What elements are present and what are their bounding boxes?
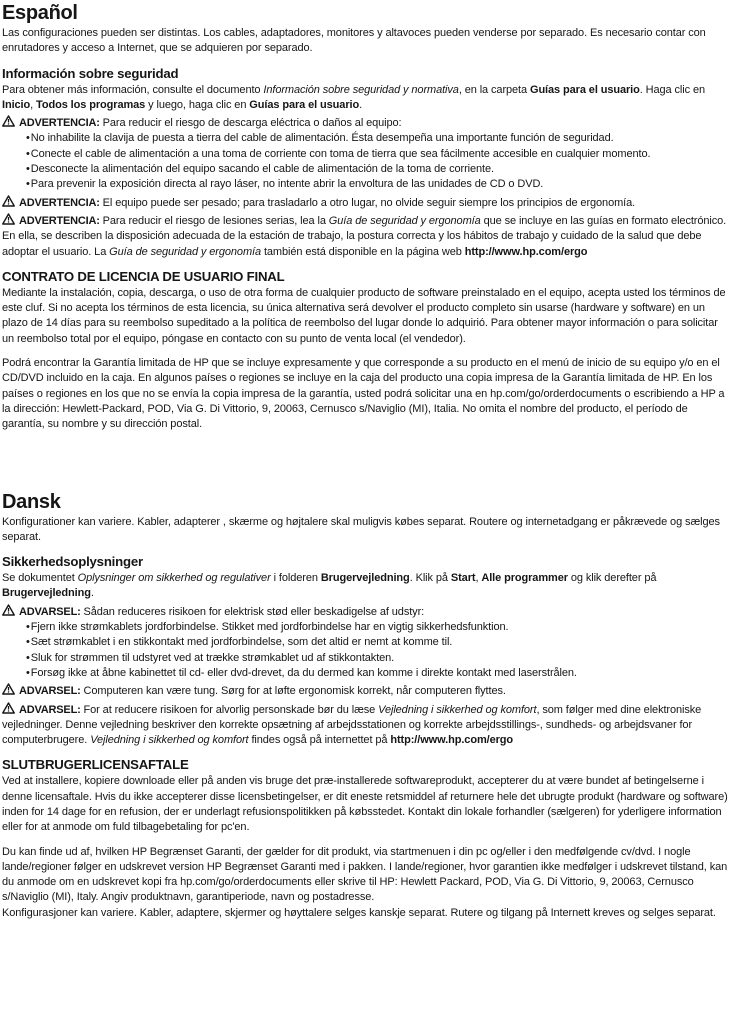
warning-text: Sådan reduceres risikoen for elektrisk stød eller beskadigelse af udstyr: — [80, 605, 425, 618]
espanol-title: Español — [2, 2, 78, 24]
espanol-warning-1 — [2, 115, 730, 131]
espanol-eula-paragraph-2: Podrá encontrar la Garantía limitada de HP que se incluye expresamente y que corresponde a su producto en el menú de inicio de su equipo y/o en el CD/DVD incluido en la caja. En algunos países o regiones se incluye en la caja del producto una copia impresa de la Garantía limitada de HP. En los países o regiones en los que no se envía la copia impresa de la garantía, usted podrá solicitar una en hp.com/go/orderdocuments o escribiendo a HP a la dirección: Hewlett-Packard, POD, Via G. Di Vittorio, 9, 20063, Cernusco s/Naviglio (MI), Italia. No omita el nombre del producto, el período de garantía, su nombre y su dirección postal. — [2, 357, 725, 431]
warning-text: For at reducere risikoen for alvorlig personskade bør du læse Vejledning i sikkerhed og komfort, som følger med dine elektroniske vejledninger. Denne vejledning beskriver den korrekte opsætning af arbejdsstationen og korrekte arbejdsstillings-, sundheds- og arbejdsvaner for computerbrugere. Vejledning i sikkerhed og komfort findes også på internettet på http://www.hp.com/ergo — [2, 703, 702, 747]
espanol-eula-heading: CONTRATO DE LICENCIA DE USUARIO FINAL — [2, 268, 285, 284]
bullet-item: • Conecte el cable de alimentación a una toma de corriente con toma de tierra que sea fácilmente accesible en cualquier momento. — [26, 147, 730, 162]
warning-label: ADVERTENCIA: — [19, 117, 100, 130]
warning-text: El equipo puede ser pesado; para trasladarlo a otro lugar, no olvide seguir siempre los principios de ergonomía. — [99, 196, 636, 209]
bullet-item: • Sæt strømkablet i en stikkontakt med jordforbindelse, som det altid er nemt at komme til. — [26, 635, 730, 650]
warning-label: ADVARSEL: — [19, 685, 81, 698]
bullet-item: • Para prevenir la exposición directa al rayo láser, no intente abrir la envoltura de las unidades de CD o DVD. — [26, 177, 730, 192]
warning-triangle-icon — [2, 702, 15, 714]
section-dansk — [2, 491, 730, 922]
bullet-item: • Sluk for strømmen til udstyret ved at trække strømkablet ud af stikkontakten. — [26, 651, 730, 666]
espanol-warning-1-bullets — [2, 131, 730, 192]
dansk-safety-heading: Sikkerhedsoplysninger — [2, 554, 143, 570]
warning-triangle-icon — [2, 195, 15, 207]
bullet-item: • Forsøg ikke at åbne kabinettet til cd- eller dvd-drevet, da du dermed kan komme i direkte kontakt med laserstrålen. — [26, 666, 730, 681]
dansk-eula-paragraph-2: Du kan finde ud af, hvilken HP Begrænset Garanti, der gælder for dit produkt, via startmenuen i din pc og/eller i den medfølgende cv/dvd. I nogle lande/regioner følger en udskrevet version HP Begrænset Garanti med i pakken. I lande/regioner, hvor garantien ikke medfølger i udskrevet tilstand, kan du anmode om en udskrevet kopi fra hp.com/go/orderdocuments eller skrive til HP: Hewlett Packard, POD, Via G. Di Vittorio, 9, 20063, Cernusco s/Naviglio (MI), Italy. Angiv produktnavn, garantiperiode, navn og postadresse. — [2, 845, 728, 904]
dansk-warning-3 — [2, 702, 730, 749]
dansk-title: Dansk — [2, 490, 61, 513]
espanol-safety-body: Para obtener más información, consulte el documento Información sobre seguridad y normativa, en la carpeta Guías para el usuario. Haga clic en Inicio, Todos los programas y luego, haga clic en Guías para el usuario. — [2, 83, 706, 111]
dansk-eula-paragraph-1: Ved at installere, kopiere downloade eller på anden vis bruge det præ-installerede softwareprodukt, accepterer du at være bundet af betingelserne i denne licensaftale. Hvis du ikke accepterer disse licensbetingelser, er dit eneste retsmiddel af returnere hele det ubrugte produkt (hardware og software) inden for 14 dage for en refusion, der er underlagt refusionspolitikken på købsstedet. Kontakt din lokale forhandler (sælgeren) for yderligere information eller for at anmode om fuld tilbagebetaling for pc'en. — [2, 775, 728, 834]
warning-text: Computeren kan være tung. Sørg for at løfte ergonomisk korrekt, når computeren flyttes. — [80, 685, 506, 698]
warning-label: ADVERTENCIA: — [19, 214, 100, 227]
espanol-eula-paragraph-1: Mediante la instalación, copia, descarga, o uso de otra forma de cualquier producto de software preinstalado en el equipo, acepta usted los términos de este cluf. Si no acepta los términos de esta licencia, su única alternativa será devolver el producto completo sin usarse (hardware y software) en un plazo de 14 días para su reembolso supeditado a la política de reembolso del lugar donde lo adquirió. Para obtener mayor información o para solicitar un reembolso total por el equipo, póngase en contacto con su punto de venta local (el vendedor). — [2, 286, 726, 345]
bullet-item: • Desconecte la alimentación del equipo sacando el cable de alimentación de la toma de corriente. — [26, 162, 730, 177]
espanol-warning-3 — [2, 213, 730, 260]
dansk-eula-heading: SLUTBRUGERLICENSAFTALE — [2, 757, 189, 773]
warning-text: Para reducir el riesgo de lesiones serias, lea la Guía de seguridad y ergonomía que se incluye en las guías en formato electrónico. En ella, se describen la disposición adecuada de la estación de trabajo, la postura correcta y los hábitos de trabajo y cuidado de la salud que debe adoptar el usuario. La Guía de seguridad y ergonomía también está disponible en la página web http://www.hp.com/ergo — [2, 214, 727, 258]
espanol-safety-heading: Información sobre seguridad — [2, 65, 179, 81]
bullet-item: • No inhabilite la clavija de puesta a tierra del cable de alimentación. Ésta desempeña una importante función de seguridad. — [26, 131, 730, 146]
dansk-warning-1 — [2, 604, 730, 620]
warning-triangle-icon — [2, 683, 15, 695]
warning-label: ADVERTENCIA: — [19, 196, 100, 209]
dansk-config-note: Konfigurasjoner kan variere. Kabler, adaptere, skjermer og høyttalere selges kanskje separat. Rutere og tilgang på Internett kreves og selges separat. — [2, 906, 716, 919]
warning-triangle-icon — [2, 115, 15, 127]
section-espanol — [2, 2, 730, 433]
dansk-intro: Konfigurationer kan variere. Kabler, adapterer , skærme og højtalere skal muligvis købes separat. Routere og internetadgang er påkrævede og sælges separat. — [2, 515, 720, 543]
warning-triangle-icon — [2, 604, 15, 616]
warning-label: ADVARSEL: — [19, 703, 81, 716]
dansk-warning-2 — [2, 683, 730, 699]
warning-label: ADVARSEL: — [19, 605, 81, 618]
espanol-intro: Las configuraciones pueden ser distintas. Los cables, adaptadores, monitores y altavoces pueden venderse por separado. Es necesario contar con enrutadores y acceso a Internet, que se adquieren por separado. — [2, 27, 706, 55]
warning-triangle-icon — [2, 213, 15, 225]
bullet-item: • Fjern ikke strømkablets jordforbindelse. Stikket med jordforbindelse har en vigtig sikkerhedsfunktion. — [26, 620, 730, 635]
dansk-warning-1-bullets — [2, 620, 730, 681]
dansk-safety-body: Se dokumentet Oplysninger om sikkerhed og regulativer i folderen Brugervejledning. Klik på Start, Alle programmer og klik derefter på Brugervejledning. — [2, 572, 657, 600]
espanol-warning-2 — [2, 195, 730, 211]
warning-text: Para reducir el riesgo de descarga eléctrica o daños al equipo: — [99, 117, 402, 130]
